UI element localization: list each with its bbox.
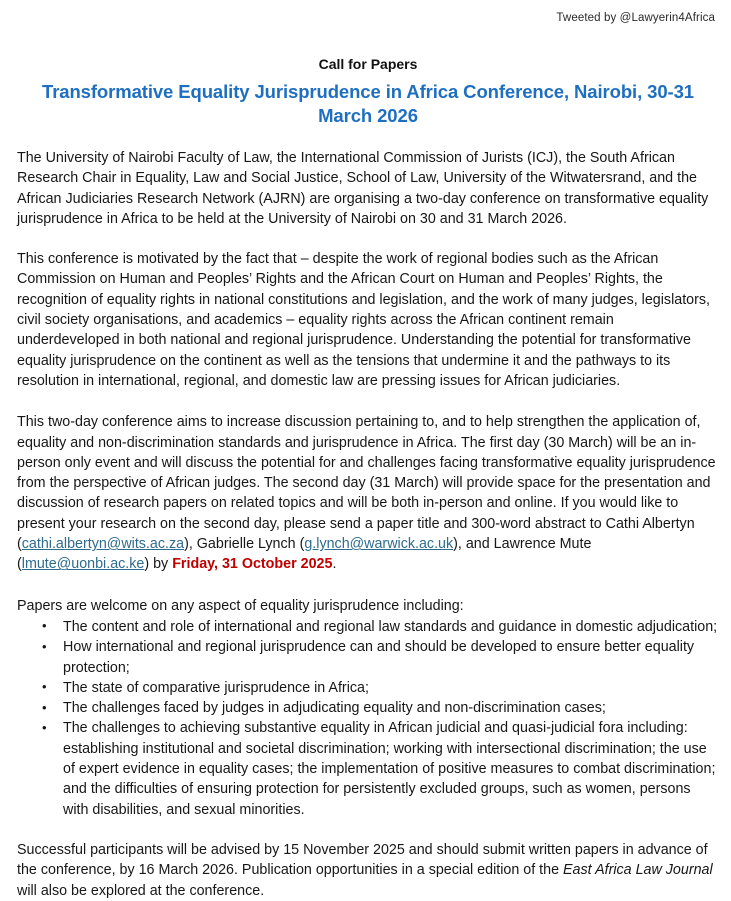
list-item-label: The challenges to achieving substantive equality in African judicial and quasi-judicial fora including: establishing institutional and societal discrimination; working with intersectional discrimination; the use of expert evidence in equality cases; the implementation of positive measures to combat discrimination; and the difficulties of ensuring protection for persistently excluded groups, such as women, persons with disabilities, and sexual minorities. (63, 720, 716, 818)
list-item-label: The state of comparative jurisprudence in Africa; (63, 679, 369, 696)
paragraph-motivation: This conference is motivated by the fact that – despite the work of regional bodies such as the African Commission on Human and Peoples’ Rights and the African Court on Human and Peoples’ Rights, the recognition of equality rights in national constitutions and legislation, and the work of many judges, legislators, civil society organisations, and academics – equality rights across the African continent remain underdeveloped in both national and regional jurisprudence. Understanding the potential for transformative equality jurisprudence on the continent as well as the tensions that undermine it and the pathways to its resolution in international, regional, and domestic law are pressing issues for African judiciaries. (17, 251, 711, 389)
paragraph-publication (17, 840, 719, 901)
list-item (17, 617, 719, 637)
list-item (17, 637, 719, 678)
submission-text-after-email-1: ), Gabrielle Lynch ( (184, 536, 305, 553)
email-link-gabrielle-lynch[interactable]: g.lynch@warwick.ac.uk (304, 536, 454, 553)
page-title: Transformative Equality Jurisprudence in Africa Conference, Nairobi, 30-31 March 2026 (42, 81, 694, 126)
submission-text-after-email-2: ), and Lawrence Mute ( (17, 536, 592, 573)
publication-text-before-journal: Successful participants will be advised by 15 November 2025 and should submit written papers in advance of the conference, by 16 March 2026. Publication opportunities in a special edition of the (17, 841, 708, 879)
journal-name: East Africa Law Journal (563, 862, 713, 879)
submission-intro-text: This two-day conference aims to increase discussion pertaining to, and to help strengthen the application of, equality and non-discrimination standards and jurisprudence in Africa. The first day (30 March) will be an in-person only event and will discuss the potential for and challenges facing transformative equality jurisprudence from the perspective of African judges. The second day (31 March) will provide space for the presentation and discussion of research papers on related topics and will be both in-person and online. If you would like to present your research on the second day, please send a paper title and 300-word abstract to Cathi Albertyn ( (17, 414, 716, 553)
submission-text-before-deadline: ) by (144, 556, 173, 573)
topics-list (17, 617, 719, 820)
list-item-label: The content and role of international and regional law standards and guidance in domestic adjudication; (63, 618, 718, 635)
paragraph-submission-details (17, 412, 719, 574)
tweet-attribution: Tweeted by @Lawyerin4Africa (556, 12, 715, 24)
submission-text-end: . (332, 556, 337, 573)
list-item (17, 698, 719, 718)
email-link-cathi-albertyn[interactable]: cathi.albertyn@wits.ac.za (21, 536, 185, 553)
bullet-list-lead-in: Papers are welcome on any aspect of equality jurisprudence including: (17, 597, 464, 614)
list-item (17, 678, 719, 698)
publication-text-after-journal: will also be explored at the conference. (17, 882, 265, 899)
list-item-label: How international and regional jurisprudence can and should be developed to ensure better equality protection; (63, 639, 695, 676)
list-item (17, 718, 719, 819)
list-item-label: The challenges faced by judges in adjudicating equality and non-discrimination cases; (63, 700, 606, 717)
email-link-lawrence-mute[interactable]: lmute@uonbi.ac.ke (21, 556, 145, 573)
paragraph-organisers: The University of Nairobi Faculty of Law, the International Commission of Jurists (ICJ), the South African Research Chair in Equality, Law and Social Justice, School of Law, University of the Witwatersrand, and the African Judiciaries Research Network (AJRN) are organising a two-day conference on transformative equality jurisprudence in Africa to be held at the University of Nairobi on 30 and 31 March 2026. (17, 150, 709, 227)
call-for-papers-kicker: Call for Papers (318, 56, 418, 72)
submission-deadline: Friday, 31 October 2025 (172, 556, 333, 573)
